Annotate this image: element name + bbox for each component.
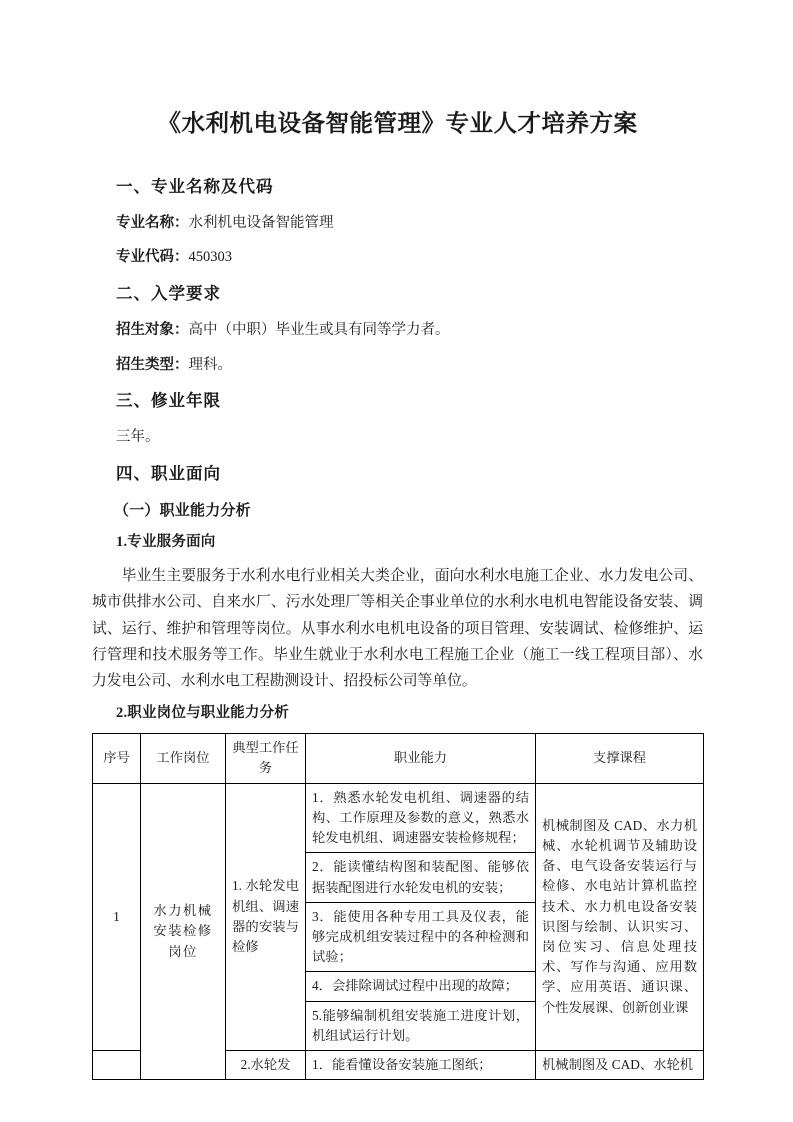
- cell-ability-1-4: 4．会排除调试过程中出现的故障；: [306, 972, 536, 1001]
- cell-task-2: 2.水轮发: [226, 1050, 306, 1079]
- major-name-label: 专业名称：: [116, 214, 189, 231]
- column-header-no: 序号: [93, 734, 141, 783]
- section-heading-3: 三、修业年限: [116, 391, 221, 411]
- cell-course-2: 机械制图及 CAD、水轮机: [536, 1050, 704, 1079]
- table-row: [93, 783, 704, 853]
- column-header-ability: 职业能力: [306, 734, 536, 783]
- major-name-value: 水利机电设备智能管理: [188, 214, 334, 231]
- page-title: 《水利机电设备智能管理》专业人才培养方案: [157, 111, 638, 137]
- service-orientation-paragraph: 毕业生主要服务于水利水电行业相关大类企业，面向水利水电施工企业、水力发电公司、城市供排水公司、自来水厂、污水处理厂等相关企事业单位的水利水电机电智能设备安装、调试、运行、维护和管理等岗位。从事水利水电机电设备的项目管理、安装调试、检修维护、运行管理和技术服务等工作。毕业生就业于水利水电工程施工企业（施工一线工程项目部）、水力发电公司、水利水电工程勘测设计、招投标公司等单位。: [92, 567, 703, 690]
- cell-ability-1-2: 2．能读懂结构图和装配图、能够依据装配图进行水轮发电机的安装；: [306, 853, 536, 902]
- enrollment-type-value: 理科。: [188, 356, 232, 373]
- cell-course-1: 机械制图及 CAD、水力机械、水轮机调节及辅助设备、电气设备安装运行与检修、水电站计算机监控技术、水力机电设备安装识图与绘制、认识实习、岗位实习、信息处理技术、写作与沟通、应用数学、应用英语、通识课、个性发展课、创新创业课: [536, 783, 704, 1050]
- column-header-course: 支撑课程: [536, 734, 704, 783]
- major-code-label: 专业代码：: [116, 249, 189, 266]
- enrollment-target-line: [92, 320, 703, 342]
- subsection-heading-4-1: （一）职业能力分析: [114, 502, 251, 519]
- column-header-post: 工作岗位: [141, 734, 226, 783]
- section-heading-4: 四、职业面向: [116, 463, 221, 483]
- section-heading-1: 一、专业名称及代码: [116, 176, 274, 196]
- major-code-line: [92, 247, 703, 269]
- cell-ability-2-1: 1．能看懂设备安装施工图纸；: [306, 1050, 536, 1079]
- enrollment-target-label: 招生对象：: [116, 321, 189, 338]
- page-content: [92, 108, 703, 1080]
- subsection-heading-4-1-2: 2.职业岗位与职业能力分析: [116, 704, 289, 721]
- enrollment-type-label: 招生类型：: [116, 356, 189, 373]
- enrollment-type-line: [92, 355, 703, 377]
- enrollment-target-value: 高中（中职）毕业生或具有同等学力者。: [188, 321, 450, 338]
- duration-value: 三年。: [116, 429, 160, 446]
- cell-task-1: 1. 水轮发电机组、调速器的安装与检修: [226, 783, 306, 1050]
- major-name-line: [92, 213, 703, 235]
- cell-ability-1-5: 5.能够编制机组安装施工进度计划，机组试运行计划。: [306, 1001, 536, 1050]
- column-header-task: 典型工作任务: [226, 734, 306, 783]
- cell-ability-1-3: 3．能使用各种专用工具及仪表，能够完成机组安装过程中的各种检测和试验；: [306, 902, 536, 972]
- subsection-heading-4-1-1: 1.专业服务面向: [116, 534, 216, 551]
- major-code-value: 450303: [188, 249, 232, 266]
- job-ability-table: [92, 733, 704, 1080]
- section-heading-2: 二、入学要求: [116, 284, 221, 304]
- cell-ability-1-1: 1．熟悉水轮发电机组、调速器的结构、工作原理及参数的意义，熟悉水轮发电机组、调速器安装检修规程；: [306, 783, 536, 853]
- cell-no-2: [93, 1050, 141, 1079]
- cell-no-1: 1: [93, 783, 141, 1050]
- table-header-row: [93, 734, 704, 783]
- cell-post-1: 水力机械安装检修岗位: [141, 783, 226, 1079]
